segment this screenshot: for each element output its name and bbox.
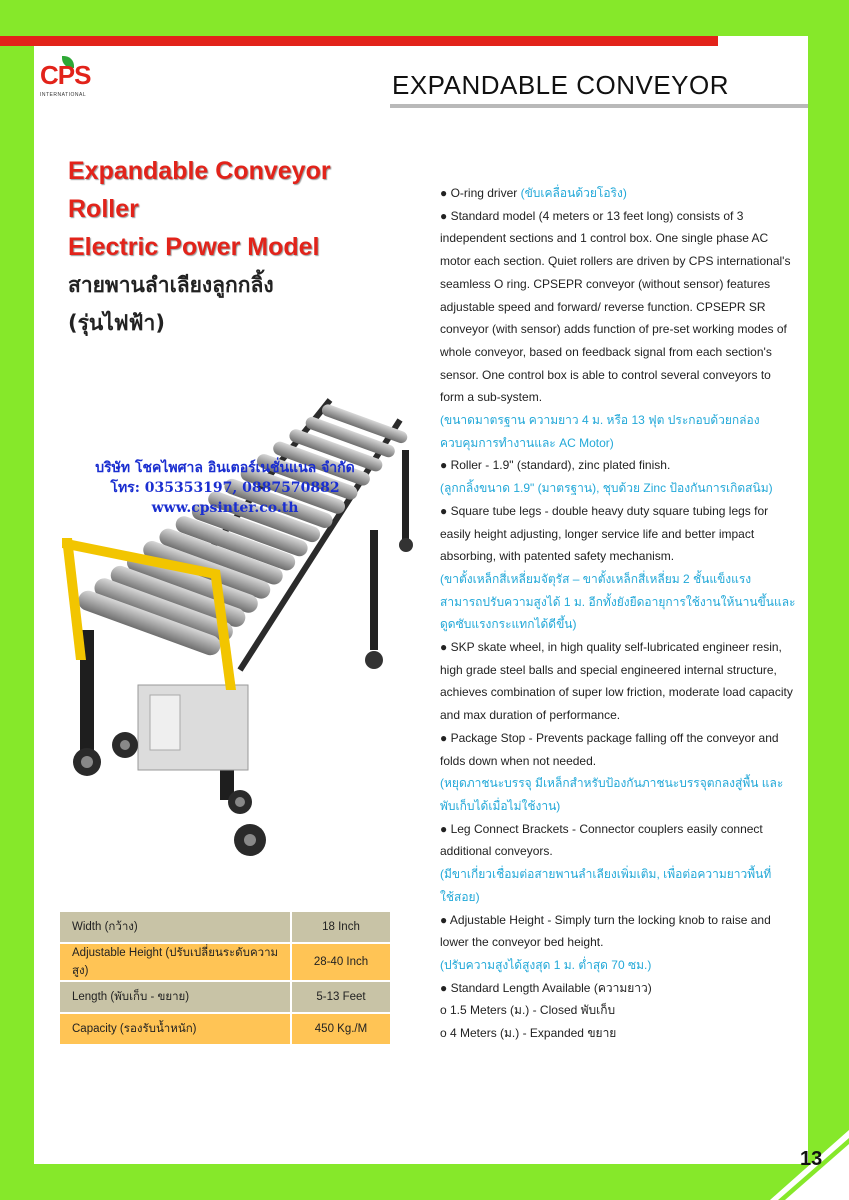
feature-roller: ● Roller - 1.9" (standard), zinc plated finish. xyxy=(440,458,671,473)
spec-value: 28-40 Inch xyxy=(291,943,390,981)
cps-logo xyxy=(40,56,98,104)
feature-leg-connect-th: (มีขาเกี่ยวเชื่อมต่อสายพานลำเลียงเพิ่มเติม, เพื่อต่อความยาวพื้นที่ใช้สอย) xyxy=(440,867,772,904)
roller-group xyxy=(75,403,409,658)
std-length-th: (ความยาว) xyxy=(593,980,652,995)
spec-label: Adjustable Height (ปรับเปลี่ยนระดับความสูง) xyxy=(60,943,291,981)
feature-roller-th: (ลูกกลิ้งขนาด 1.9" (มาตรฐาน), ชุบด้วย Zinc ป้องกันการเกิดสนิม) xyxy=(440,481,773,496)
feature-adjust: ● Adjustable Height - Simply turn the locking knob to raise and lower the conveyor bed height. xyxy=(440,912,771,950)
watermark-company: บริษัท โชคไพศาล อินเตอร์เนชั่นแนล จำกัด xyxy=(95,460,355,476)
feature-package: ● Package Stop - Prevents package falling off the conveyor and folds down when not needed. xyxy=(440,730,779,768)
feature-legs-th: (ขาตั้งเหล็กสี่เหลี่ยมจัตุรัส – ขาตั้งเหล็กสี่เหลี่ยม 2 ชั้นแข็งแรง สามารถปรับความสูงได้ 1 ม. อีกทั้งยังยืดอายุการใช้งานให้นานขึ้นและดูดซับแรงกระแทกได้ดีขึ้น) xyxy=(440,571,796,632)
feature-len-2 xyxy=(440,1022,796,1045)
std-length-en: ● Standard Length Available xyxy=(440,980,591,995)
feature-standard-th: (ขนาดมาตรฐาน ความยาว 4 ม. หรือ 13 ฟุต ประกอบด้วยกล่องควบคุมการทำงานและ AC Motor) xyxy=(440,413,760,450)
oring-en: ● O-ring driver xyxy=(440,186,518,200)
feature-skp: ● SKP skate wheel, in high quality self-lubricated engineer resin, high grade steel balls and special engineered internal structure, achieves combination of super low friction, moderate load capacity and max duration of performance. xyxy=(440,640,793,723)
feature-len-1 xyxy=(440,999,796,1022)
page-title: EXPANDABLE CONVEYOR xyxy=(392,70,730,100)
header-red-bar xyxy=(0,36,718,46)
oring-th: (ขับเคลื่อนด้วยโอริง) xyxy=(520,186,627,200)
table-row xyxy=(60,1013,390,1045)
spec-label: Length (พับเก็บ - ขยาย) xyxy=(60,981,291,1013)
spec-table xyxy=(60,912,390,1046)
product-heading xyxy=(68,152,388,342)
spec-label: Width (กว้าง) xyxy=(60,912,291,943)
len1-th: พับเก็บ xyxy=(580,1003,616,1018)
feature-list xyxy=(440,182,796,1045)
table-row xyxy=(60,981,390,1013)
spec-value: 450 Kg./M xyxy=(291,1013,390,1045)
watermark xyxy=(60,458,390,518)
logo-subtext: INTERNATIONAL xyxy=(40,92,87,98)
len2-en: o 4 Meters (ม.) - Expanded xyxy=(440,1026,584,1041)
feature-oring xyxy=(440,182,796,205)
feature-standard: ● Standard model (4 meters or 13 feet long) consists of 3 independent sections and 1 control box. One single phase AC motor each section. Quiet rollers are driven by CPS international's seamless O ring. CPSEPR conveyor (without sensor) features adjustable speed and forward/ reverse function. CPSEPR SR conveyor (with sensor) adds function of pre-set working modes of whole conveyor, based on feedback signal from each section's sensor. One control box is able to control several conveyors to form a sub-system. xyxy=(440,208,791,405)
feature-std-length xyxy=(440,977,796,1000)
feature-adjust-th: (ปรับความสูงได้สูงสุด 1 ม. ต่ำสุด 70 ซม.) xyxy=(440,957,652,972)
table-row xyxy=(60,912,390,943)
heading-line-3: Electric Power Model xyxy=(68,233,320,261)
table-row xyxy=(60,943,390,981)
heading-thai-2: (รุ่นไฟฟ้า) xyxy=(68,311,165,335)
feature-package-th: (หยุดภาชนะบรรจุ มีเหล็กสำหรับป้องกันภาชนะบรรจุตกลงสู่พื้น และพับเก็บได้เมื่อไม่ใช้งาน) xyxy=(440,776,784,813)
header-gray-line xyxy=(390,104,808,108)
heading-line-1: Expandable Conveyor xyxy=(68,157,331,185)
len1-en: o 1.5 Meters (ม.) - Closed xyxy=(440,1003,578,1018)
logo-text: CPS xyxy=(40,60,91,90)
spec-value: 5-13 Feet xyxy=(291,981,390,1013)
feature-leg-connect: ● Leg Connect Brackets - Connector couplers easily connect additional conveyors. xyxy=(440,821,763,859)
watermark-phone: โทร: 035353197, 0887570882 xyxy=(110,480,340,496)
heading-thai-1: สายพานลำเลียงลูกกลิ้ง xyxy=(68,273,274,297)
watermark-website: www.cpsinter.co.th xyxy=(151,500,299,516)
spec-value: 18 Inch xyxy=(291,912,390,943)
heading-line-2: Roller xyxy=(68,195,139,223)
feature-legs: ● Square tube legs - double heavy duty square tubing legs for easily height adjusting, longer service life and better impact absorbing, with patented safety mechanism. xyxy=(440,503,769,564)
page-number: 13 xyxy=(800,1148,823,1170)
len2-th: ขยาย xyxy=(587,1026,617,1041)
spec-label: Capacity (รองรับน้ำหนัก) xyxy=(60,1013,291,1045)
